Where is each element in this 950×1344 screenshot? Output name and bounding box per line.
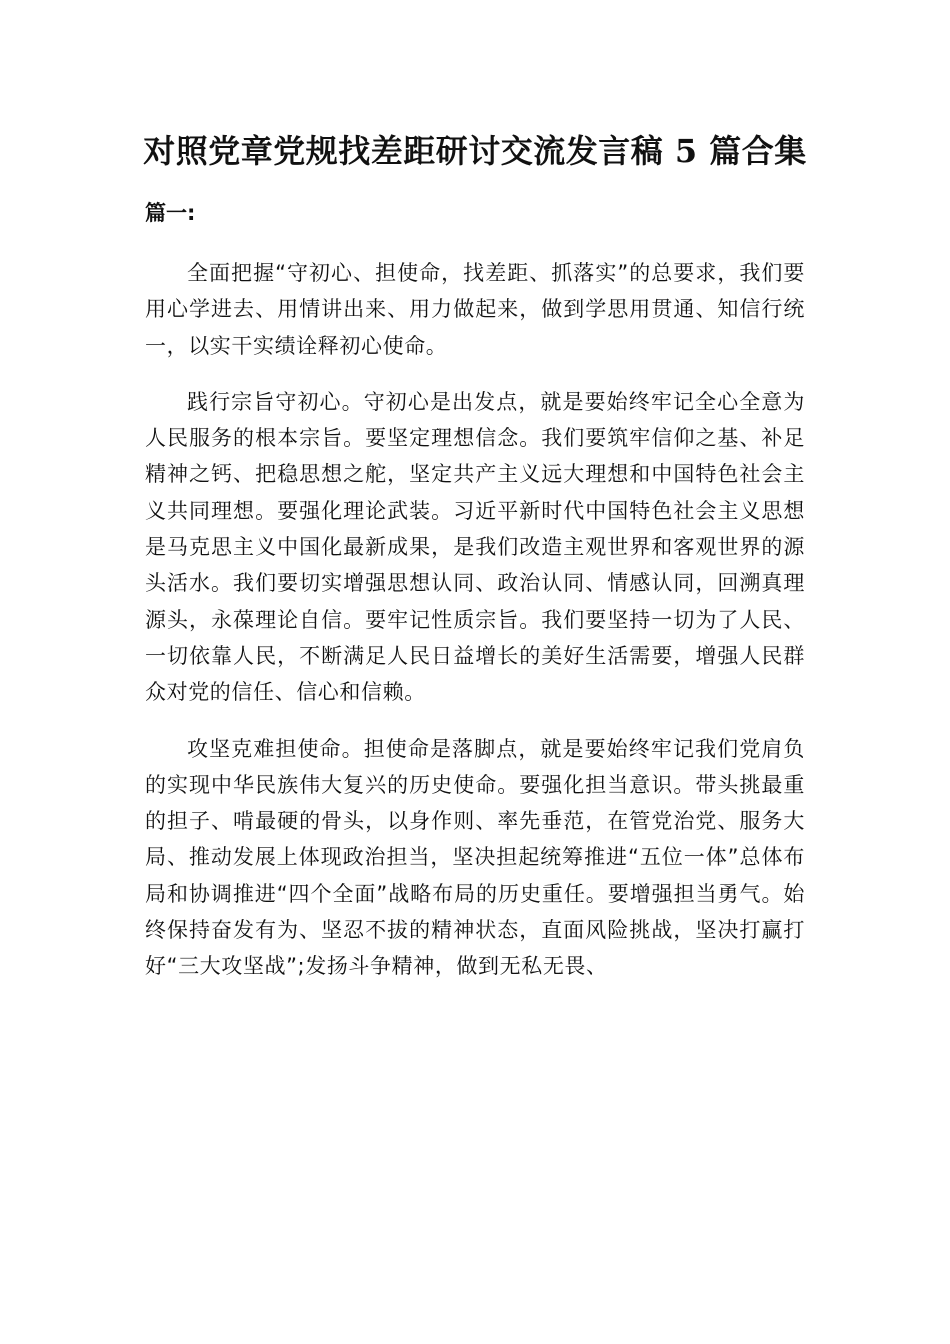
paragraph-2: 践行宗旨守初心。守初心是出发点，就是要始终牢记全心全意为人民服务的根本宗旨。要坚定理想信念。我们要筑牢信仰之基、补足精神之钙、把稳思想之舵，坚定共产主义远大理想和中国特色社会主义共同理想。要强化理论武装。习近平新时代中国特色社会主义思想是马克思主义中国化最新成果，是我们改造主观世界和客观世界的源头活水。我们要切实增强思想认同、政治认同、情感认同，回溯真理源头，永葆理论自信。要牢记性质宗旨。我们要坚持一切为了人民、一切依靠人民，不断满足人民日益增长的美好生活需要，增强人民群众对党的信任、信心和信赖。 [145,389,805,705]
document-body [145,255,805,1005]
document-title: 对照党章党规找差距研讨交流发言稿 5 篇合集 [143,132,807,170]
section-label: 篇一: [145,201,196,225]
paragraph-1: 全面把握“守初心、担使命，找差距、抓落实”的总要求，我们要用心学进去、用情讲出来、用力做起来，做到学思用贯通、知信行统一，以实干实绩诠释初心使命。 [145,261,805,358]
paragraph-3: 攻坚克难担使命。担使命是落脚点，就是要始终牢记我们党肩负的实现中华民族伟大复兴的历史使命。要强化担当意识。带头挑最重的担子、啃最硬的骨头，以身作则、率先垂范，在管党治党、服务大局、推动发展上体现政治担当，坚决担起统筹推进“五位一体”总体布局和协调推进“四个全面”战略布局的历史重任。要增强担当勇气。始终保持奋发有为、坚忍不拔的精神状态，直面风险挑战，坚决打赢打好“三大攻坚战”;发扬斗争精神，做到无私无畏、 [145,736,805,979]
